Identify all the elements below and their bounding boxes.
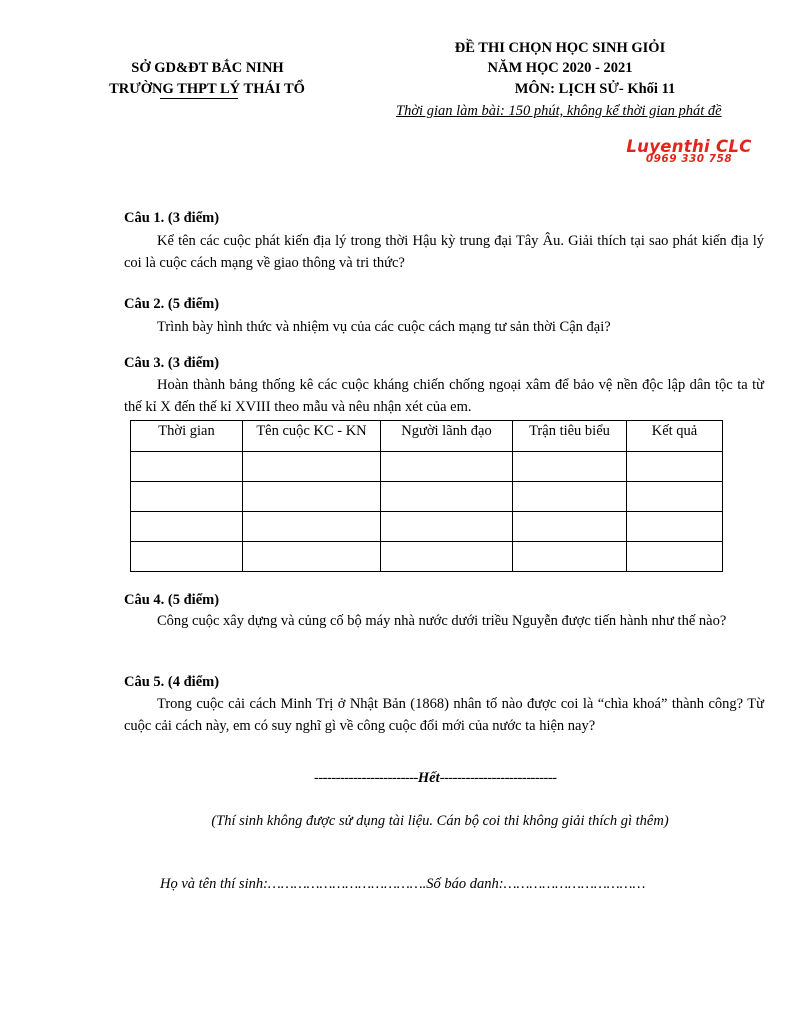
- end-marker: [314, 770, 557, 787]
- table-cell: [131, 542, 243, 572]
- table-row: [131, 482, 723, 512]
- question-5-text: Trong cuộc cải cách Minh Trị ở Nhật Bản (1868) nhân tố nào được coi là “chìa khoá” thành công? Từ cuộc cải cách này, em có suy nghĩ gì về công cuộc đổi mới của nước ta hiện nay?: [124, 696, 764, 734]
- table-cell: [131, 452, 243, 482]
- column-header-leader: Người lãnh đạo: [381, 421, 513, 452]
- table-cell: [513, 452, 627, 482]
- department-name: SỞ GD&ĐT BẮC NINH: [131, 60, 284, 76]
- logo-phone: 0969 330 758: [645, 153, 733, 165]
- table-cell: [513, 512, 627, 542]
- question-3-text: Hoàn thành bảng thống kê các cuộc kháng chiến chống ngoại xâm để bảo vệ nền độc lập dân tộc ta từ thế kỉ X đến thế kỉ XVIII theo mẫu và nêu nhận xét của em.: [124, 377, 764, 415]
- table-cell: [243, 512, 381, 542]
- question-1-title: Câu 1. (3 điểm): [124, 210, 220, 226]
- exam-note: (Thí sinh không được sử dụng tài liệu. Cán bộ coi thi không giải thích gì thêm): [211, 813, 669, 829]
- table-cell: [243, 452, 381, 482]
- table-cell: [513, 542, 627, 572]
- school-year: NĂM HỌC 2020 - 2021: [487, 60, 633, 76]
- time-allowed: Thời gian làm bài: 150 phút, không kể thời gian phát đề: [396, 103, 722, 119]
- statistics-table: [130, 420, 723, 572]
- question-2-text: Trình bày hình thức và nhiệm vụ của các cuộc cách mạng tư sản thời Cận đại?: [157, 319, 611, 335]
- school-name: TRƯỜNG THPT LÝ THÁI TỔ: [109, 81, 305, 97]
- school-underline: [160, 98, 238, 99]
- end-dashes-left: ------------------------: [314, 770, 418, 786]
- column-header-result: Kết quả: [627, 421, 723, 452]
- brand-logo: [614, 137, 764, 165]
- question-3-title: Câu 3. (3 điểm): [124, 355, 220, 371]
- question-4-text: Công cuộc xây dựng và củng cố bộ máy nhà nước dưới triều Nguyễn được tiến hành như thế nào?: [157, 613, 727, 629]
- question-5-title: Câu 5. (4 điểm): [124, 674, 220, 690]
- table-cell: [627, 512, 723, 542]
- table-cell: [131, 512, 243, 542]
- logo-name: Luyenthi CLC: [626, 137, 752, 156]
- table-row: [131, 542, 723, 572]
- table-row: [131, 512, 723, 542]
- table-cell: [381, 542, 513, 572]
- candidate-info-line: Họ và tên thí sinh:……………………………….Số báo danh:……………………………: [160, 876, 646, 892]
- question-4-title: Câu 4. (5 điểm): [124, 592, 220, 608]
- table-cell: [381, 452, 513, 482]
- table-cell: [243, 482, 381, 512]
- column-header-battle: Trận tiêu biểu: [513, 421, 627, 452]
- table-cell: [627, 452, 723, 482]
- table-cell: [131, 482, 243, 512]
- exam-subject: MÔN: LỊCH SỬ- Khối 11: [514, 81, 676, 97]
- column-header-time: Thời gian: [131, 421, 243, 452]
- table-cell: [381, 482, 513, 512]
- table-cell: [627, 542, 723, 572]
- table-cell: [243, 542, 381, 572]
- exam-title: ĐỀ THI CHỌN HỌC SINH GIỎI: [454, 40, 666, 56]
- end-dashes-right: ---------------------------: [439, 770, 557, 786]
- table-cell: [513, 482, 627, 512]
- table-cell: [627, 482, 723, 512]
- question-2-title: Câu 2. (5 điểm): [124, 296, 220, 312]
- question-1-text: Kể tên các cuộc phát kiến địa lý trong thời Hậu kỳ trung đại Tây Âu. Giải thích tại sao phát kiến địa lý coi là cuộc cách mạng về giao thông và tri thức?: [124, 233, 764, 271]
- table-cell: [381, 512, 513, 542]
- end-word: Hết: [417, 770, 440, 786]
- column-header-name: Tên cuộc KC - KN: [243, 421, 381, 452]
- table-header-row: [131, 421, 723, 452]
- table-row: [131, 452, 723, 482]
